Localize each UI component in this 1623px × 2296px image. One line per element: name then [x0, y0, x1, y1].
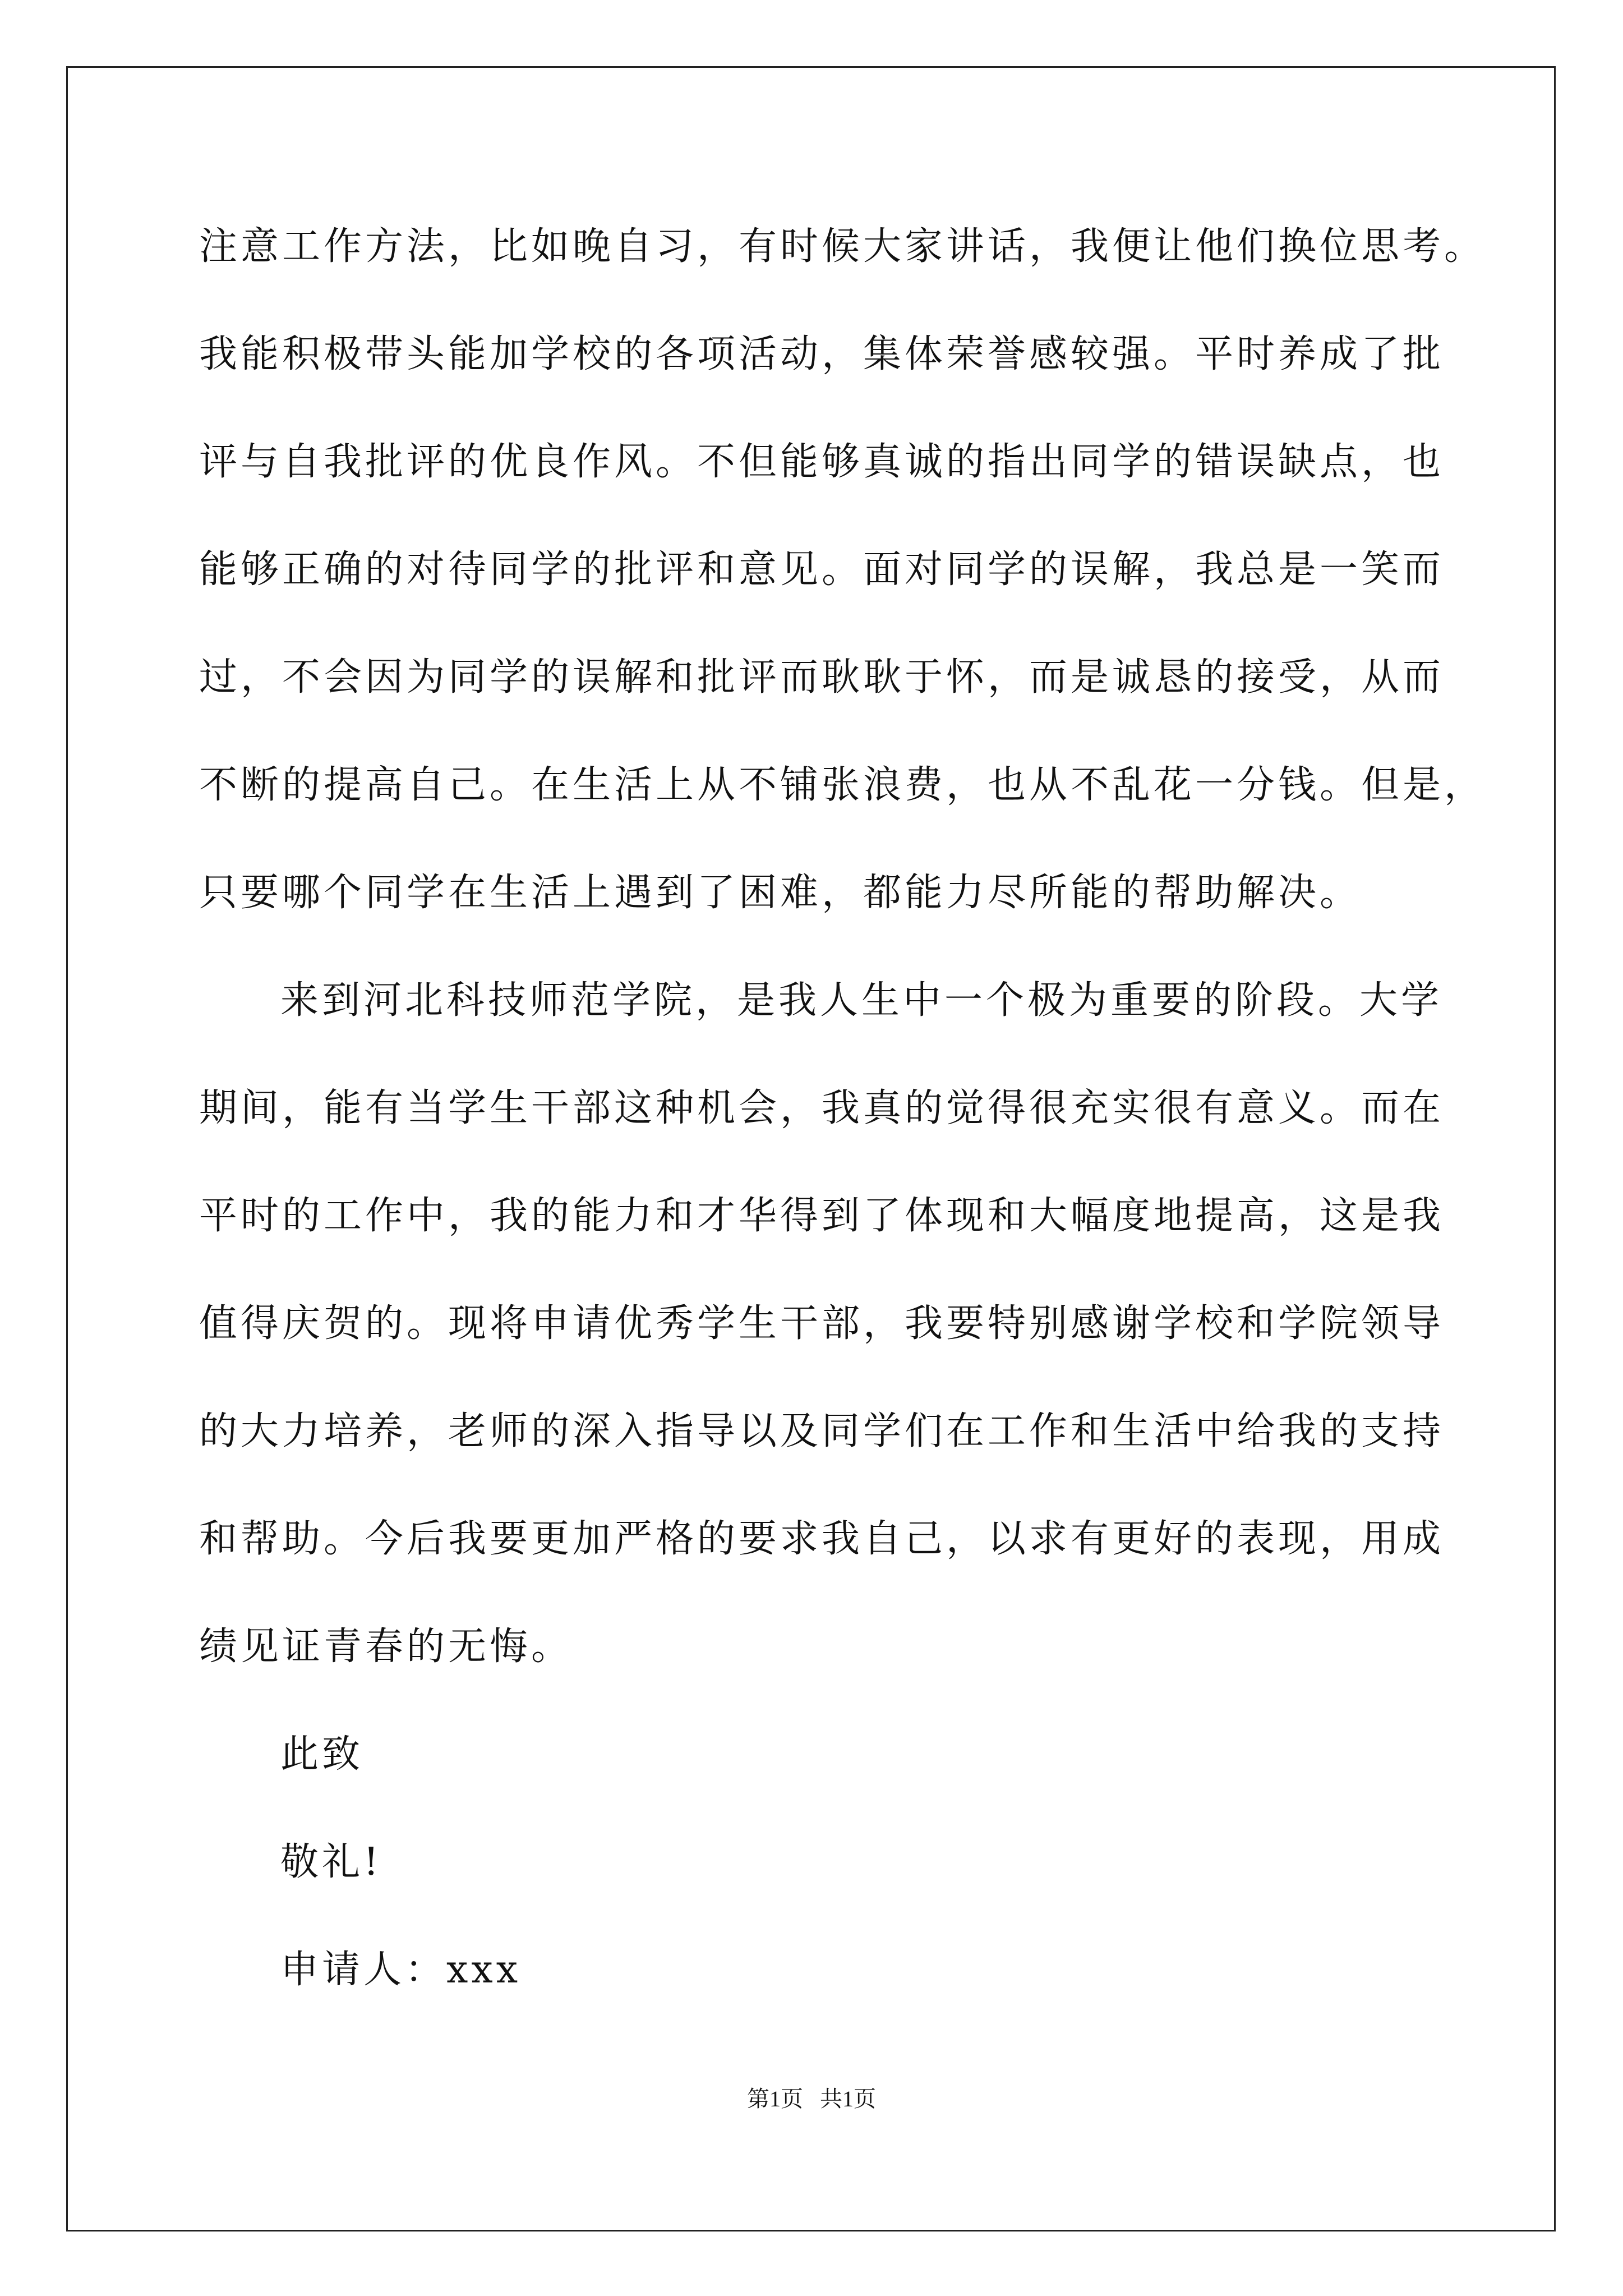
salute-text: 敬礼! [280, 1840, 382, 1884]
body-line-3: 评与自我批评的优良作风。不但能够真诚的指出同学的错误缺点，也 [199, 440, 1445, 484]
body-line-2: 我能积极带头能加学校的各项活动，集体荣誉感较强。平时养成了批 [199, 332, 1445, 376]
body-line-8: 来到河北科技师范学院，是我人生中一个极为重要的阶段。大学 [280, 978, 1443, 1023]
body-line-11: 值得庆贺的。现将申请优秀学生干部，我要特别感谢学校和学院领导 [199, 1301, 1445, 1346]
body-line-14: 绩见证青春的无悔。 [199, 1625, 573, 1669]
body-line-10: 平时的工作中，我的能力和才华得到了体现和大幅度地提高，这是我 [199, 1194, 1445, 1238]
body-line-9: 期间，能有当学生干部这种机会，我真的觉得很充实很有意义。而在 [199, 1086, 1445, 1130]
body-line-6: 不断的提高自己。在生活上从不铺张浪费，也从不乱花一分钱。但是， [199, 763, 1486, 807]
closing-text: 此致 [280, 1732, 364, 1777]
body-line-5: 过，不会因为同学的误解和批评而耿耿于怀，而是诚恳的接受，从而 [199, 655, 1445, 700]
signature-text: 申请人：xxx [280, 1948, 522, 1992]
body-line-12: 的大力培养，老师的深入指导以及同学们在工作和生活中给我的支持 [199, 1409, 1445, 1453]
body-line-4: 能够正确的对待同学的批评和意见。面对同学的误解，我总是一笑而 [199, 547, 1445, 592]
page-border [66, 66, 1556, 2231]
body-line-13: 和帮助。今后我要更加严格的要求我自己，以求有更好的表现，用成 [199, 1517, 1445, 1561]
body-line-1: 注意工作方法，比如晚自习，有时候大家讲话，我便让他们换位思考。 [199, 224, 1486, 269]
body-line-7: 只要哪个同学在生活上遇到了困难，都能力尽所能的帮助解决。 [199, 871, 1362, 915]
page-number-footer: 第1页 共1页 [747, 2086, 876, 2111]
